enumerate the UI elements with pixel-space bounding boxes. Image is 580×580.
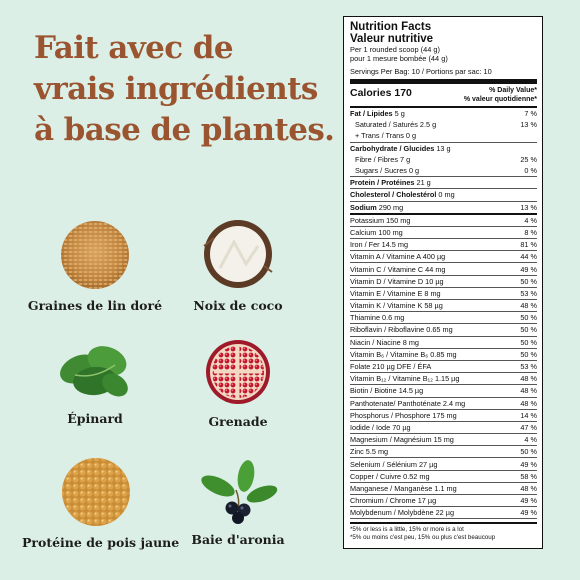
- fibre-row: [350, 154, 537, 165]
- micronutrient-row: [350, 288, 537, 300]
- nutrient-dv: 53 %: [520, 288, 537, 298]
- serving-size-en: Per 1 rounded scoop (44 g): [350, 45, 440, 54]
- nutrient-amount: 290 mg: [378, 202, 404, 212]
- ingredient-pomegranate: [168, 334, 308, 429]
- nutrient-dv: 50 %: [520, 313, 537, 323]
- daily-value-en: % Daily Value*: [489, 87, 537, 94]
- nutrient-dv: 50 %: [520, 349, 537, 359]
- micronutrient-row: [350, 337, 537, 349]
- nutrient-name: Calcium: [350, 227, 377, 237]
- calories-row: [350, 87, 537, 108]
- nutrient-name: Saturated / Saturés: [355, 120, 418, 130]
- pomegranate-icon: [200, 334, 276, 408]
- micronutrient-row: [350, 263, 537, 275]
- ingredient-label: Grenade: [208, 414, 268, 429]
- nutrient-amount: 22 µg: [435, 508, 454, 518]
- flaxseed-pile-icon: [58, 218, 132, 292]
- nutrient-dv: 49 %: [520, 496, 537, 506]
- nutrient-dv: 4 %: [524, 435, 537, 445]
- daily-value-header: [464, 87, 537, 104]
- servings-per-bag: Servings Per Bag: 10 / Portions par sac: 10: [350, 67, 537, 84]
- calories-value: Calories 170: [350, 87, 412, 99]
- micronutrient-row: [350, 251, 537, 263]
- nutrient-dv: 47 %: [520, 422, 537, 432]
- headline: [34, 28, 334, 151]
- micronutrient-row: [350, 458, 537, 470]
- micronutrient-row: [350, 276, 537, 288]
- nutrition-facts-panel: [343, 16, 543, 549]
- yellow-pea-pile-icon: [58, 455, 134, 529]
- micronutrient-row: [350, 373, 537, 385]
- nutrient-name: Niacin / Niacine: [350, 337, 401, 347]
- micronutrient-row: [350, 215, 537, 227]
- nutrient-amount: 7 g: [400, 154, 411, 164]
- nutrient-name: Carbohydrate / Glucides: [350, 143, 435, 153]
- micronutrient-row: [350, 446, 537, 458]
- micronutrient-row: [350, 471, 537, 483]
- nutrient-name: Vitamin C / Vitamine C: [350, 264, 424, 274]
- micronutrient-row: [350, 410, 537, 422]
- nutrition-title-fr: Valeur nutritive: [350, 33, 434, 45]
- daily-value-fr: % valeur quotidienne*: [463, 95, 537, 103]
- nutrient-amount: 8 mg: [402, 337, 419, 347]
- nutrient-name: Magnesium / Magnésium: [350, 435, 432, 445]
- footnote: [350, 522, 537, 542]
- nutrient-amount: 21 g: [416, 178, 431, 188]
- ingredient-aronia: [168, 460, 308, 547]
- micronutrient-row: [350, 422, 537, 434]
- nutrient-dv: 81 %: [520, 240, 537, 250]
- nutrient-name: + Trans / Trans: [355, 131, 404, 141]
- nutrient-amount: 14.5 mg: [381, 240, 409, 250]
- nutrient-name: Molybdenum / Molybdène: [350, 508, 434, 518]
- ingredient-label: Baie d'aronia: [191, 532, 285, 547]
- nutrient-name: Vitamin B₆ / Vitamine B₆: [350, 349, 429, 359]
- micronutrient-row: [350, 312, 537, 324]
- nutrient-amount: 27 µg: [418, 459, 438, 469]
- nutrient-name: Protein / Protéines: [350, 178, 415, 188]
- nutrient-dv: 50 %: [520, 276, 537, 286]
- nutrient-dv: 48 %: [520, 398, 537, 408]
- nutrient-dv: 50 %: [520, 337, 537, 347]
- nutrient-name: Phosphorus / Phosphore: [350, 410, 431, 420]
- micronutrient-row: [350, 398, 537, 410]
- nutrient-name: Manganese / Manganèse: [350, 483, 433, 493]
- nutrient-name: Panthotenate/ Panthoténate: [350, 398, 441, 408]
- nutrient-name: Vitamin E / Vitamine E: [350, 288, 423, 298]
- micronutrient-row: [350, 483, 537, 495]
- nutrient-amount: 70 µg: [392, 422, 411, 432]
- protein-row: [350, 177, 537, 189]
- nutrient-name: Potassium: [350, 215, 385, 225]
- nutrient-name: Vitamin D / Vitamine D: [350, 276, 424, 286]
- micronutrient-row: [350, 495, 537, 507]
- nutrient-dv: 13 %: [520, 202, 537, 212]
- nutrient-amount: 0 g: [405, 131, 417, 141]
- coconut-icon: [200, 216, 276, 292]
- micronutrient-row: [350, 349, 537, 361]
- nutrient-dv: 48 %: [520, 301, 537, 311]
- nutrient-name: Biotin / Biotine: [350, 386, 397, 396]
- nutrient-amount: 0.85 mg: [430, 349, 457, 359]
- nutrient-dv: 14 %: [520, 410, 537, 420]
- nutrient-amount: 0 g: [408, 166, 420, 176]
- nutrient-dv: 4 %: [524, 215, 537, 225]
- nutrient-amount: 15 mg: [433, 435, 454, 445]
- nutrient-amount: 0.6 mg: [382, 313, 405, 323]
- micronutrient-row: [350, 239, 537, 251]
- nutrient-dv: 25 %: [520, 154, 537, 164]
- nutrient-name: Cholesterol / Cholestérol: [350, 190, 437, 200]
- nutrient-name: Iron / Fer: [350, 240, 380, 250]
- nutrient-amount: 8 mg: [424, 288, 441, 298]
- nutrient-name: Thiamine: [350, 313, 381, 323]
- ingredient-spinach: [25, 335, 165, 426]
- nutrient-amount: 10 µg: [425, 276, 444, 286]
- nutrient-amount: 100 mg: [378, 227, 403, 237]
- headline-line-2: vrais ingrédients: [34, 71, 318, 107]
- micronutrient-row: [350, 385, 537, 397]
- nutrient-dv: 49 %: [520, 264, 537, 274]
- micronutrient-list: [350, 215, 537, 520]
- nutrient-dv: 8 %: [524, 227, 537, 237]
- micronutrient-row: [350, 361, 537, 373]
- trans-row: [350, 130, 537, 142]
- nutrient-name: Copper / Cuivre: [350, 471, 402, 481]
- nutrient-dv: 58 %: [520, 471, 537, 481]
- footnote-fr: *5% ou moins c'est peu, 15% ou plus c'est beaucoup: [350, 534, 496, 542]
- nutrient-dv: 7 %: [524, 109, 537, 119]
- nutrient-dv: 49 %: [520, 508, 537, 518]
- nutrient-name: Vitamin K / Vitamine K: [350, 301, 423, 311]
- sugars-row: [350, 165, 537, 177]
- carbohydrate-row: [350, 143, 537, 154]
- nutrient-dv: 0 %: [524, 166, 537, 176]
- nutrient-dv: 50 %: [520, 325, 537, 335]
- nutrient-name: Sugars / Sucres: [355, 166, 407, 176]
- nutrient-dv: 53 %: [520, 362, 537, 372]
- nutrient-dv: 48 %: [520, 483, 537, 493]
- saturated-row: [350, 119, 537, 130]
- ingredient-coconut: [168, 216, 308, 313]
- nutrient-amount: 400 µg: [422, 252, 446, 262]
- nutrient-amount: 58 µg: [424, 301, 443, 311]
- fat-row: [350, 108, 537, 119]
- nutrient-name: Vitamin B₁₂ / Vitamine B₁₂: [350, 374, 433, 384]
- ingredient-label: Protéine de pois jaune: [22, 535, 180, 550]
- aronia-berry-icon: [196, 460, 280, 526]
- nutrient-amount: 44 mg: [425, 264, 446, 274]
- nutrient-name: Vitamin A / Vitamine A: [350, 252, 421, 262]
- nutrient-name: Fat / Lipides: [350, 109, 393, 119]
- nutrient-name: Zinc 5.5 mg: [350, 447, 389, 457]
- sodium-row: [350, 202, 537, 215]
- micronutrient-row: [350, 507, 537, 519]
- nutrient-name: Riboflavin / Riboflavine: [350, 325, 425, 335]
- nutrient-amount: 150 mg: [386, 215, 411, 225]
- nutrient-dv: 44 %: [520, 252, 537, 262]
- ingredient-label: Épinard: [67, 411, 123, 426]
- nutrient-amount: 175 mg: [432, 410, 457, 420]
- nutrient-name: Chromium / Chrome: [350, 496, 416, 506]
- nutrient-dv: 49 %: [520, 459, 537, 469]
- nutrition-title-en: Nutrition Facts: [350, 21, 432, 33]
- spinach-icon: [55, 335, 135, 405]
- micronutrient-row: [350, 434, 537, 446]
- nutrient-amount: 13 g: [436, 143, 451, 153]
- micronutrient-row: [350, 300, 537, 312]
- nutrient-dv: 50 %: [520, 447, 537, 457]
- ingredient-yellow-pea: [22, 455, 180, 550]
- nutrient-dv: 13 %: [520, 120, 537, 130]
- serving-size-fr: pour 1 mesure bombée (44 g): [350, 54, 448, 63]
- ingredient-label: Graines de lin doré: [27, 298, 163, 313]
- nutrient-name: Selenium / Sélénium: [350, 459, 417, 469]
- nutrient-amount: 1.1 mg: [434, 483, 457, 493]
- micronutrient-row: [350, 227, 537, 239]
- headline-line-3: à base de plantes.: [34, 112, 335, 148]
- nutrient-dv: 48 %: [520, 374, 537, 384]
- nutrient-name: Iodide / Iode: [350, 422, 391, 432]
- nutrient-amount: 0.52 mg: [403, 471, 430, 481]
- footnote-en: *5% or less is a little, 15% or more is a lot: [350, 526, 464, 534]
- nutrient-name: Fibre / Fibres: [355, 154, 398, 164]
- nutrient-amount: 0.65 mg: [426, 325, 453, 335]
- headline-line-1: Fait avec de: [34, 30, 233, 66]
- nutrient-amount: 2.4 mg: [442, 398, 466, 408]
- nutrient-amount: 17 µg: [417, 496, 437, 506]
- nutrient-amount: 5 g: [394, 109, 405, 119]
- nutrient-amount: 1.15 µg: [434, 374, 460, 384]
- micronutrient-row: [350, 324, 537, 336]
- nutrient-amount: 2.5 g: [419, 120, 437, 130]
- nutrient-amount: 14.5 µg: [398, 386, 424, 396]
- nutrient-amount: 0 mg: [438, 190, 455, 200]
- nutrient-name: Folate 210 µg DFE / ÉFA: [350, 362, 432, 372]
- nutrient-name: Sodium: [350, 202, 377, 212]
- cholesterol-row: [350, 189, 537, 201]
- ingredient-label: Noix de coco: [193, 298, 283, 313]
- ingredient-flaxseed: [25, 218, 165, 313]
- nutrient-dv: 48 %: [520, 386, 537, 396]
